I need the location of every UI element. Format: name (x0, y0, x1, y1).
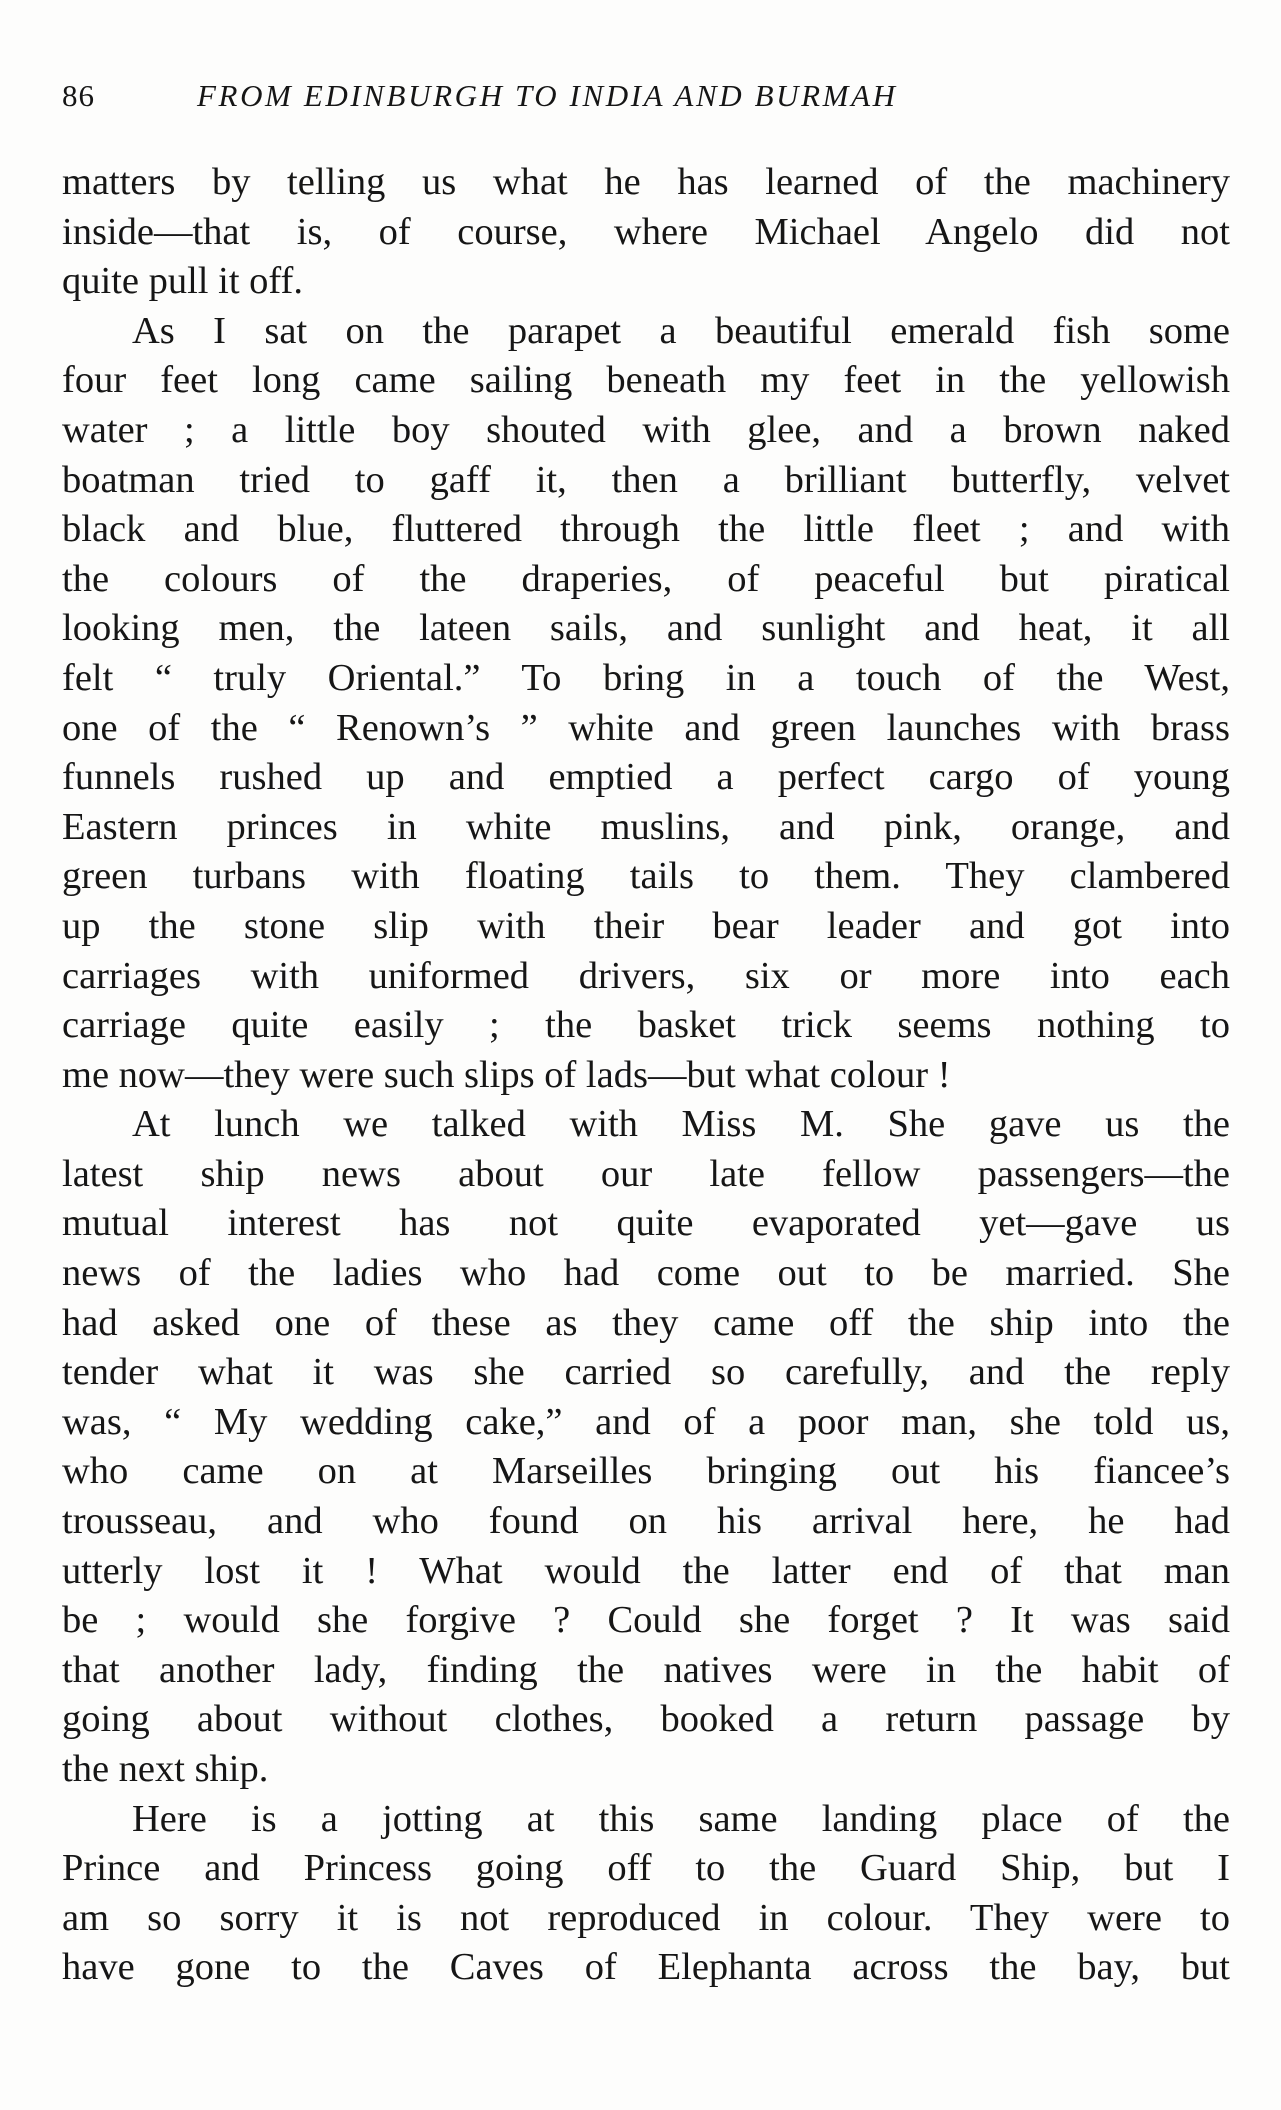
text-line: Prince and Princess going off to the Guard Ship, but I (62, 1847, 1230, 1890)
text-line: utterly lost it ! What would the latter end of that man (62, 1549, 1230, 1592)
text-line: black and blue, fluttered through the little fleet ; and with (62, 508, 1230, 551)
text-line: four feet long came sailing beneath my feet in the yellowish (62, 359, 1230, 402)
text-line: up the stone slip with their bear leader and got into (62, 904, 1230, 947)
paragraph (62, 1795, 1230, 1993)
text-line: had asked one of these as they came off the ship into the (62, 1301, 1230, 1344)
text-line: going about without clothes, booked a return passage by (62, 1698, 1230, 1741)
text-line: was, “ My wedding cake,” and of a poor man, she told us, (62, 1400, 1230, 1443)
text-line: be ; would she forgive ? Could she forget ? It was said (62, 1599, 1230, 1642)
paragraph (62, 158, 1230, 307)
text-line: who came on at Marseilles bringing out his fiancee’s (62, 1450, 1230, 1493)
text-line: latest ship news about our late fellow passengers—the (62, 1152, 1230, 1195)
text-line: looking men, the lateen sails, and sunlight and heat, it all (62, 607, 1230, 650)
text-line: tender what it was she carried so carefully, and the reply (62, 1351, 1230, 1394)
text-line: matters by telling us what he has learned of the machinery (62, 161, 1230, 203)
text-line: mutual interest has not quite evaporated yet—gave us (62, 1202, 1230, 1245)
text-line: Eastern princes in white muslins, and pink, orange, and (62, 805, 1230, 848)
text-line: have gone to the Caves of Elephanta across the bay, but (62, 1946, 1230, 1989)
text-line: the colours of the draperies, of peaceful but piratical (62, 557, 1230, 600)
paragraph (62, 1100, 1230, 1794)
text-line: that another lady, finding the natives were in the habit of (62, 1648, 1230, 1691)
text-line: boatman tried to gaff it, then a brilliant butterfly, velvet (62, 458, 1230, 501)
text-line: inside—that is, of course, where Michael Angelo did not (62, 210, 1230, 253)
text-line: carriages with uniformed drivers, six or more into each (62, 954, 1230, 997)
text-line: As I sat on the parapet a beautiful emerald fish some (132, 309, 1230, 352)
text-line: felt “ truly Oriental.” To bring in a touch of the West, (62, 656, 1230, 699)
text-line: green turbans with floating tails to them. They clambered (62, 855, 1230, 898)
text-line: carriage quite easily ; the basket trick seems nothing to (62, 1004, 1230, 1047)
text-line: quite pull it off. (62, 260, 303, 303)
running-head (62, 78, 1222, 122)
text-line: am so sorry it is not reproduced in colour. They were to (62, 1896, 1230, 1939)
paragraph (62, 307, 1230, 1101)
text-line: trousseau, and who found on his arrival here, he had (62, 1500, 1230, 1543)
text-line: the next ship. (62, 1748, 269, 1790)
text-line: funnels rushed up and emptied a perfect cargo of young (62, 756, 1230, 799)
body-text (62, 158, 1230, 1993)
page-number: 86 (62, 78, 95, 113)
text-line: At lunch we talked with Miss M. She gave us the (132, 1103, 1230, 1146)
text-line: me now—they were such slips of lads—but what colour ! (62, 1053, 951, 1096)
running-title: FROM EDINBURGH TO INDIA AND BURMAH (197, 78, 898, 113)
text-line: one of the “ Renown’s ” white and green launches with brass (62, 706, 1230, 749)
text-line: news of the ladies who had come out to be married. She (62, 1252, 1230, 1295)
text-line: Here is a jotting at this same landing place of the (132, 1797, 1230, 1840)
text-line: water ; a little boy shouted with glee, and a brown naked (62, 408, 1230, 451)
